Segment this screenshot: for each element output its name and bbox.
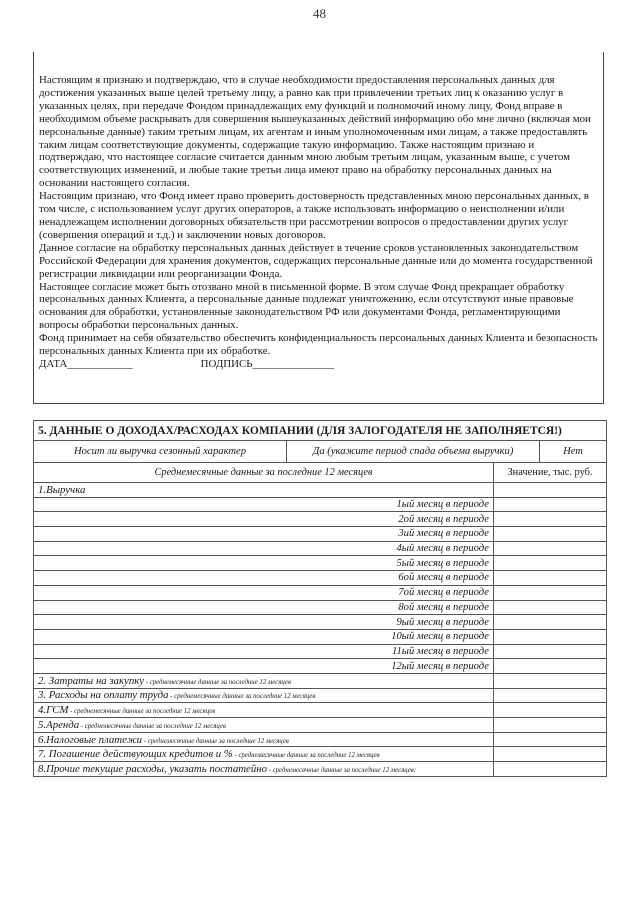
table-row [34,497,607,512]
table-row [34,673,607,688]
expense-value-cell[interactable] [494,718,607,733]
avg-header-row [34,463,607,483]
consent-section [33,52,604,404]
seasonal-yes-option[interactable]: Да (укажите период спада объема выручки) [287,441,540,463]
expense-value-cell[interactable] [494,673,607,688]
seasonal-question: Носит ли выручка сезонный характер [34,441,287,463]
table-row [34,512,607,527]
revenue-label: 1.Выручка [34,483,494,498]
expense-value-cell[interactable] [494,747,607,762]
month-value-cell[interactable] [494,571,607,586]
month-value-cell[interactable] [494,629,607,644]
avg-header: Среднемесячные данные за последние 12 месяцев [34,463,494,483]
expense-value-cell[interactable] [494,732,607,747]
seasonal-row [34,441,607,463]
month-value-cell[interactable] [494,527,607,542]
expense-label: 5.Аренда - среднемесячные данные за последние 12 месяцев [34,718,494,733]
expense-label: 7. Погашение действующих кредитов и % - среднемесячные данные за последние 12 месяцев [34,747,494,762]
page-number: 48 [313,6,326,21]
consent-paragraph-5: Фонд принимает на себя обязательство обеспечить конфиденциальность персональных данных Клиента и безопасность персональных данных Клиента при их обработке. [39,332,598,358]
month-value-cell[interactable] [494,585,607,600]
date-field[interactable]: ДАТА____________ [39,357,133,370]
month-label: 3ий месяц в периоде [34,527,494,542]
table-row [34,644,607,659]
table-row [34,688,607,703]
month-label: 7ой месяц в периоде [34,585,494,600]
month-label: 6ой месяц в периоде [34,571,494,586]
consent-text [39,74,601,371]
month-value-cell[interactable] [494,497,607,512]
value-header: Значение, тыс. руб. [494,463,607,483]
table-title-row [34,421,607,441]
month-value-cell[interactable] [494,615,607,630]
table-row [34,585,607,600]
consent-paragraph-3: Данное согласие на обработку персональных данных действует в течение сроков установленных законодательством Российской Федерации для хранения документов, содержащих персональные данные или до момента государственной регистрации ликвидации или реорганизации Фонда. [39,241,593,280]
expense-label: 8.Прочие текущие расходы, указать постатейно - среднемесячные данные за последние 12 месяцев: [34,762,494,777]
month-value-cell[interactable] [494,512,607,527]
table-row [34,541,607,556]
consent-paragraph-1: Настоящим я признаю и подтверждаю, что в случае необходимости предоставления персональных данных для достижения указанных выше целей третьему лицу, а равно как при привлечении третьих лиц к оказанию услуг в указанных целях, при передаче Фондом принадлежащих ему функций и полномочий иному лицу, Фонд вправе в необходимом объеме раскрывать для совершения вышеуказанных действий информацию обо мне лично (включая мои персональные данные) таким третьим лицам, их агентам и иным уполномоченным ими лицам, а также предоставлять таким лицам соответствующие документы, содержащие такую информацию. Также настоящим признаю и подтверждаю, что настоящее согласие считается данным мною любым третьим лицам, указанным выше, с учетом соответствующих изменений, и любые такие третьи лица имеют право на обработку персональных данных на основании настоящего согласия. [39,74,591,190]
month-value-cell[interactable] [494,556,607,571]
signature-row [39,358,601,371]
month-label: 5ый месяц в периоде [34,556,494,571]
table-row [34,718,607,733]
expense-label: 6.Налоговые платежи - среднемесячные данные за последние 12 месяцев [34,732,494,747]
table-row [34,571,607,586]
table-row [34,556,607,571]
consent-paragraph-4: Настоящее согласие может быть отозвано мной в письменной форме. В этом случае Фонд прекращает обработку персональных данных Клиента, а персональные данные подлежат уничтожению, если отсутствуют иные правовые основания для обработки, установленные законодательством РФ или документами Фонда, регламентирующими вопросы обработки персональных данных. [39,280,574,332]
expense-value-cell[interactable] [494,703,607,718]
month-label: 10ый месяц в периоде [34,629,494,644]
table-row [34,615,607,630]
month-value-cell[interactable] [494,541,607,556]
table-row [34,747,607,762]
table-row [34,762,607,777]
month-label: 4ый месяц в периоде [34,541,494,556]
month-label: 9ый месяц в периоде [34,615,494,630]
expense-label: 3. Расходы на оплату труда - среднемесячные данные за последние 12 месяцев [34,688,494,703]
table-row [34,703,607,718]
month-label: 12ый месяц в периоде [34,659,494,674]
seasonal-no-option[interactable]: Нет [540,441,607,463]
month-value-cell[interactable] [494,644,607,659]
expense-label: 2. Затраты на закупку - среднемесячные данные за последние 12 месяцев [34,673,494,688]
month-label: 11ый месяц в периоде [34,644,494,659]
expense-value-cell[interactable] [494,762,607,777]
revenue-value-cell[interactable] [494,483,607,498]
consent-paragraph-2: Настоящим признаю, что Фонд имеет право проверить достоверность представленных мною персональных данных, в том числе, с использованием услуг других операторов, а также использовать информацию о неисполнении и/или ненадлежащем исполнении договорных обязательств при рассмотрении вопросов о предоставлении других услуг (совершения операций и т.д.) и заключении новых договоров. [39,190,589,241]
month-label: 8ой месяц в периоде [34,600,494,615]
month-value-cell[interactable] [494,600,607,615]
revenue-row [34,483,607,498]
expense-label: 4.ГСМ - среднемесячные данные за последние 12 месяцев [34,703,494,718]
income-expense-table [33,420,607,777]
month-label: 2ой месяц в периоде [34,512,494,527]
table-row [34,527,607,542]
table-row [34,659,607,674]
table-title: 5. ДАННЫЕ О ДОХОДАХ/РАСХОДАХ КОМПАНИИ (ДЛЯ ЗАЛОГОДАТЕЛЯ НЕ ЗАПОЛНЯЕТСЯ!) [34,421,607,441]
month-value-cell[interactable] [494,659,607,674]
expense-value-cell[interactable] [494,688,607,703]
signature-field[interactable]: ПОДПИСЬ_______________ [200,357,335,370]
table-row [34,629,607,644]
table-row [34,732,607,747]
table-row [34,600,607,615]
month-label: 1ый месяц в периоде [34,497,494,512]
